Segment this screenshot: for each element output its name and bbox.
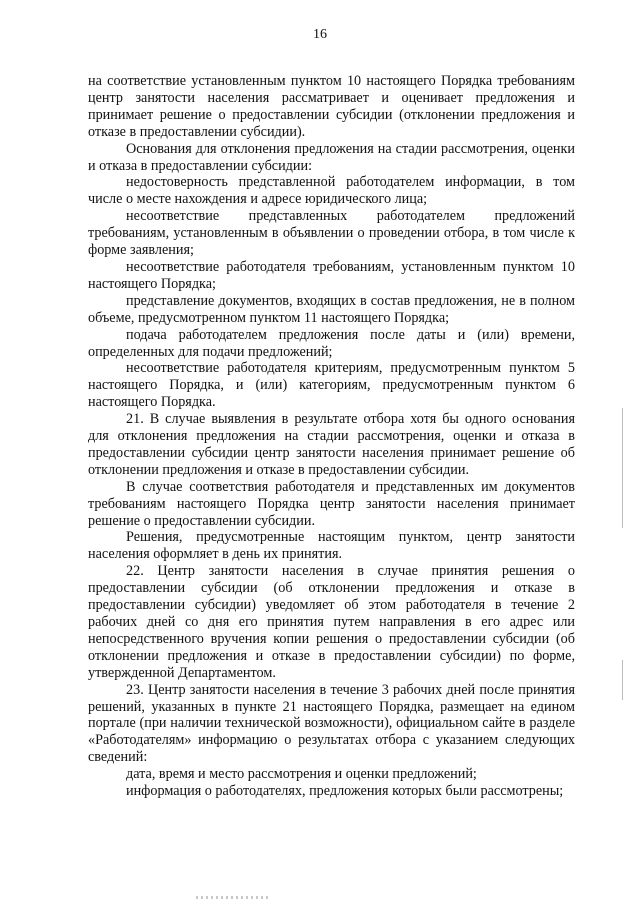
- paragraph-clause-23-item-employers: информация о работодателях, предложения которых были рассмотрены;: [126, 783, 564, 800]
- paragraph-clause-23: 23. Центр занятости населения в течение 3 рабочих дней после принятия решений, указанных в пункте 21 настоящего Порядка, размещает на едином портале (при наличии технической возможности), официальном сайте в разделе «Работодателям» информацию о результатах отбора с указанием следующих сведений:: [88, 681, 575, 766]
- paragraph-clause-21-formalization: Решения, предусмотренные настоящим пунктом, центр занятости населения оформляет в день их принятия.: [88, 529, 575, 563]
- scan-edge-mark: [622, 660, 623, 700]
- paragraph-clause-22: 22. Центр занятости населения в случае принятия решения о предоставлении субсидии (об отклонении предложения и отказе в предоставлении субсидии) уведомляет об этом работодателя в течение 2 рабочих дней со дня его принятия путем направления в его адрес или непосредственного вручения копии решения о предоставлении субсидии (об отклонении предложения и отказе в предоставлении субсидии) по форме, утвержденной Департаментом.: [88, 563, 575, 681]
- page-number: 16: [313, 27, 327, 42]
- paragraph-clause-21: 21. В случае выявления в результате отбора хотя бы одного основания для отклонения предложения на стадии рассмотрения, оценки и отказа в предоставлении субсидии центр занятости населения принимает решение об отклонении предложения и отказе в предоставлении субсидии.: [88, 411, 575, 478]
- paragraph-continuation: на соответствие установленным пунктом 10 настоящего Порядка требованиям центр занятости населения рассматривает и оценивает предложения и принимает решение о предоставлении субсидии (отклонении предложения и отказе в предоставлении субсидии).: [88, 73, 575, 140]
- paragraph-ground-criteria-mismatch: несоответствие работодателя критериям, предусмотренным пунктом 5 настоящего Порядка, и (или) категориям, предусмотренным пунктом 6 настоящего Порядка.: [88, 360, 575, 411]
- paragraph-grounds-intro: Основания для отклонения предложения на стадии рассмотрения, оценки и отказа в предоставлении субсидии:: [88, 140, 575, 174]
- paragraph-ground-employer-requirements: несоответствие работодателя требованиям, установленным пунктом 10 настоящего Порядка;: [88, 258, 575, 292]
- paragraph-clause-21-approval: В случае соответствия работодателя и представленных им документов требованиям настоящего Порядка центр занятости населения принимает решение о предоставлении субсидии.: [88, 478, 575, 529]
- document-body: [88, 73, 575, 800]
- paragraph-ground-late-submission: подача работодателем предложения после даты и (или) времени, определенных для подачи предложений;: [88, 326, 575, 360]
- paragraph-ground-incomplete-documents: представление документов, входящих в состав предложения, не в полном объеме, предусмотренном пунктом 11 настоящего Порядка;: [88, 292, 575, 326]
- scan-edge-mark: [622, 408, 623, 528]
- paragraph-ground-unreliable-info: недостоверность представленной работодателем информации, в том числе о месте нахождения и адресе юридического лица;: [88, 174, 575, 208]
- paragraph-clause-23-item-date: дата, время и место рассмотрения и оценки предложений;: [126, 766, 477, 783]
- paragraph-ground-proposal-mismatch: несоответствие представленных работодателем предложений требованиям, установленным в объявлении о проведении отбора, в том числе к форме заявления;: [88, 208, 575, 259]
- scan-noise-mark: [196, 896, 270, 899]
